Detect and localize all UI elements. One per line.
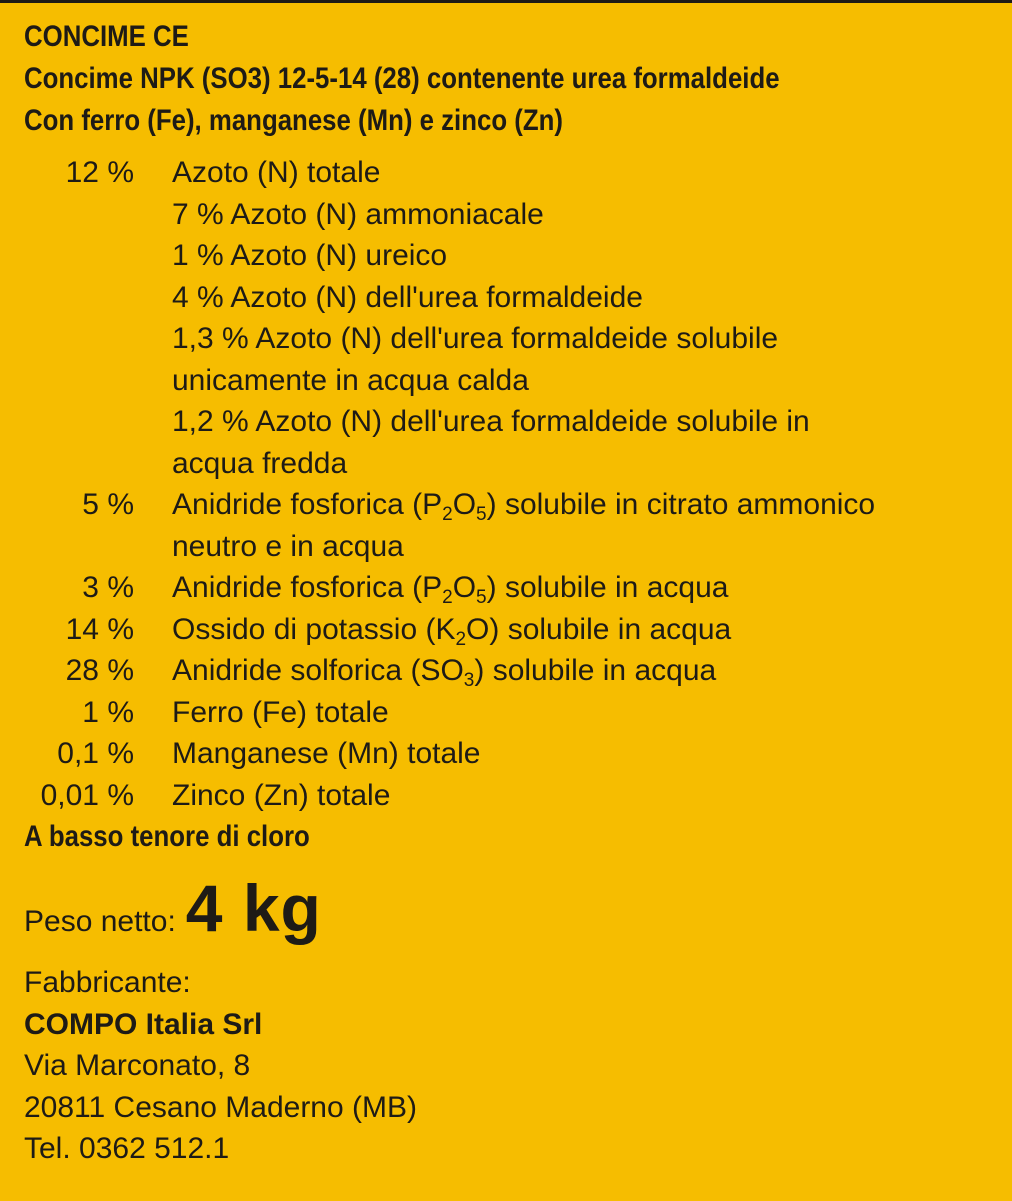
nutrient-percent: 12 % bbox=[65, 156, 134, 189]
nutrient-description: Ferro (Fe) totale bbox=[172, 695, 389, 729]
description-line: 1,2 % Azoto (N) dell'urea formaldeide solubile in bbox=[172, 405, 810, 438]
nutrient-sub-description: 4 % Azoto (N) dell'urea formaldeide bbox=[172, 280, 643, 314]
nutrient-row-iron bbox=[24, 692, 994, 734]
nutrient-row-phosphate-citrate bbox=[24, 484, 994, 567]
nutrient-sub-description: 1 % Azoto (N) ureico bbox=[172, 239, 448, 272]
nutrient-row-nitrogen-uf bbox=[24, 277, 994, 319]
description-line: acqua fredda bbox=[172, 446, 348, 480]
description-line: unicamente in acqua calda bbox=[172, 363, 529, 397]
nutrient-row-nitrogen-ammoniacal bbox=[24, 194, 994, 236]
nutrient-description: Zinco (Zn) totale bbox=[172, 778, 391, 812]
nutrient-row-potassium bbox=[24, 609, 994, 651]
nutrient-percent: 1 % bbox=[82, 695, 134, 729]
product-designation: Concime NPK (SO3) 12-5-14 (28) contenente urea formaldeide bbox=[24, 62, 780, 95]
nutrient-row-nitrogen-uf-cold-water bbox=[24, 401, 994, 484]
nutrient-declaration bbox=[24, 152, 994, 816]
nutrient-percent: 28 % bbox=[65, 654, 134, 687]
nutrient-row-sulfur bbox=[24, 650, 994, 692]
nutrient-description: Manganese (Mn) totale bbox=[172, 737, 481, 770]
nutrient-row-zinc bbox=[24, 775, 994, 817]
nutrient-row-manganese bbox=[24, 733, 994, 775]
nutrient-description: Azoto (N) totale bbox=[172, 156, 381, 189]
nutrient-row-nitrogen-ureic bbox=[24, 235, 994, 277]
description-line: Anidride fosforica $(P_2O_5)$ solubile in citrato ammonico bbox=[172, 488, 876, 525]
title-block bbox=[24, 16, 858, 142]
nutrient-percent: 5 % bbox=[82, 488, 134, 521]
nutrient-description: Anidride fosforica $(P_2O_5)$ solubile in acqua bbox=[172, 571, 729, 608]
nutrient-description bbox=[172, 484, 962, 567]
low-chlorine-note: A basso tenore di cloro bbox=[24, 820, 310, 853]
description-line: neutro e in acqua bbox=[172, 529, 404, 563]
fertilizer-label bbox=[24, 16, 994, 1170]
nutrient-description: Ossido di potassio $(K_2O)$ solubile in acqua bbox=[172, 612, 732, 650]
net-weight-value: 4 kg bbox=[185, 871, 322, 945]
manufacturer-street: Via Marconato, 8 bbox=[24, 1049, 251, 1082]
nutrient-sub-description: 7 % Azoto (N) ammoniacale bbox=[172, 197, 544, 231]
manufacturer-city: 20811 Cesano Maderno (MB) bbox=[24, 1090, 417, 1124]
nutrient-row-phosphate-water bbox=[24, 567, 994, 609]
nutrient-percent: 3 % bbox=[82, 571, 134, 604]
nutrient-description: Anidride solforica $(SO_3)$ solubile in acqua bbox=[172, 654, 717, 691]
label-title: CONCIME CE bbox=[24, 20, 189, 53]
nutrient-sub-description bbox=[172, 318, 962, 401]
manufacturer-phone: Tel. 0362 512.1 bbox=[24, 1132, 230, 1165]
manufacturer-block bbox=[24, 962, 994, 1170]
net-weight-label: Peso netto: bbox=[24, 905, 176, 938]
nutrient-percent: 14 % bbox=[65, 612, 134, 646]
nutrient-percent: 0,1 % bbox=[57, 737, 134, 770]
nutrient-sub-description bbox=[172, 401, 962, 484]
nutrient-row-nitrogen-total bbox=[24, 152, 994, 194]
description-line: 1,3 % Azoto (N) dell'urea formaldeide solubile bbox=[172, 322, 779, 355]
net-weight bbox=[24, 870, 994, 946]
nutrient-percent: 0,01 % bbox=[40, 778, 134, 812]
micronutrient-note: Con ferro (Fe), manganese (Mn) e zinco (Zn) bbox=[24, 104, 563, 137]
nutrient-row-nitrogen-uf-hot-water bbox=[24, 318, 994, 401]
manufacturer-company: COMPO Italia Srl bbox=[24, 1007, 263, 1041]
top-border-rule bbox=[0, 0, 1012, 3]
manufacturer-label: Fabbricante: bbox=[24, 966, 191, 999]
